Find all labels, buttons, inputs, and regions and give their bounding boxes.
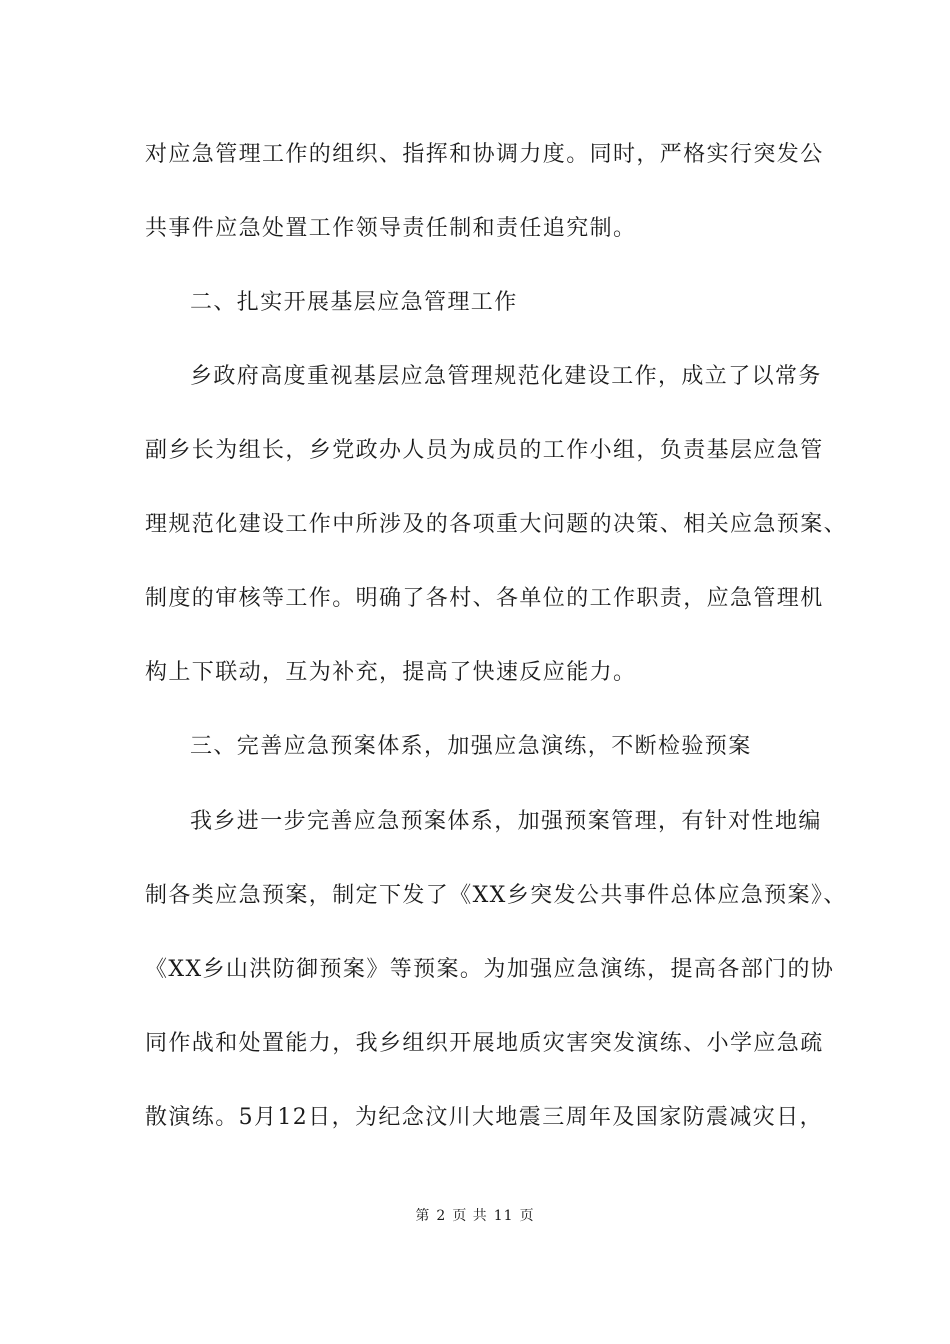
paragraph-line: 对应急管理工作的组织、指挥和协调力度。同时，严格实行突发公	[145, 142, 824, 167]
current-page-number: 2	[436, 1208, 447, 1224]
paragraph-line: 乡政府高度重视基层应急管理规范化建设工作，成立了以常务	[190, 364, 822, 389]
paragraph-line: 《XX乡山洪防御预案》等预案。为加强应急演练，提高各部门的协	[145, 957, 835, 982]
paragraph-line: 制各类应急预案，制定下发了《XX乡突发公共事件总体应急预案》、	[145, 883, 847, 908]
paragraph-line: 共事件应急处置工作领导责任制和责任追究制。	[145, 216, 637, 241]
paragraph-line: 制度的审核等工作。明确了各村、各单位的工作职责，应急管理机	[145, 586, 824, 611]
paragraph-line: 副乡长为组长，乡党政办人员为成员的工作小组，负责基层应急管	[145, 438, 824, 463]
paragraph-line: 构上下联动，互为补充，提高了快速反应能力。	[145, 660, 637, 685]
page-footer	[0, 1206, 950, 1226]
footer-prefix: 第	[415, 1208, 431, 1224]
paragraph-line: 散演练。5月12日，为纪念汶川大地震三周年及国家防震减灾日，	[145, 1105, 823, 1130]
total-pages-number: 11	[493, 1208, 514, 1224]
paragraph-line: 我乡进一步完善应急预案体系，加强预案管理，有针对性地编	[190, 809, 822, 834]
section-heading: 二、扎实开展基层应急管理工作	[190, 290, 518, 315]
section-heading: 三、完善应急预案体系，加强应急演练，不断检验预案	[190, 734, 752, 759]
paragraph-line: 同作战和处置能力，我乡组织开展地质灾害突发演练、小学应急疏	[145, 1031, 824, 1056]
paragraph-line: 理规范化建设工作中所涉及的各项重大问题的决策、相关应急预案、	[145, 512, 848, 537]
footer-suffix: 页	[519, 1208, 535, 1224]
footer-middle: 页 共	[452, 1208, 488, 1224]
